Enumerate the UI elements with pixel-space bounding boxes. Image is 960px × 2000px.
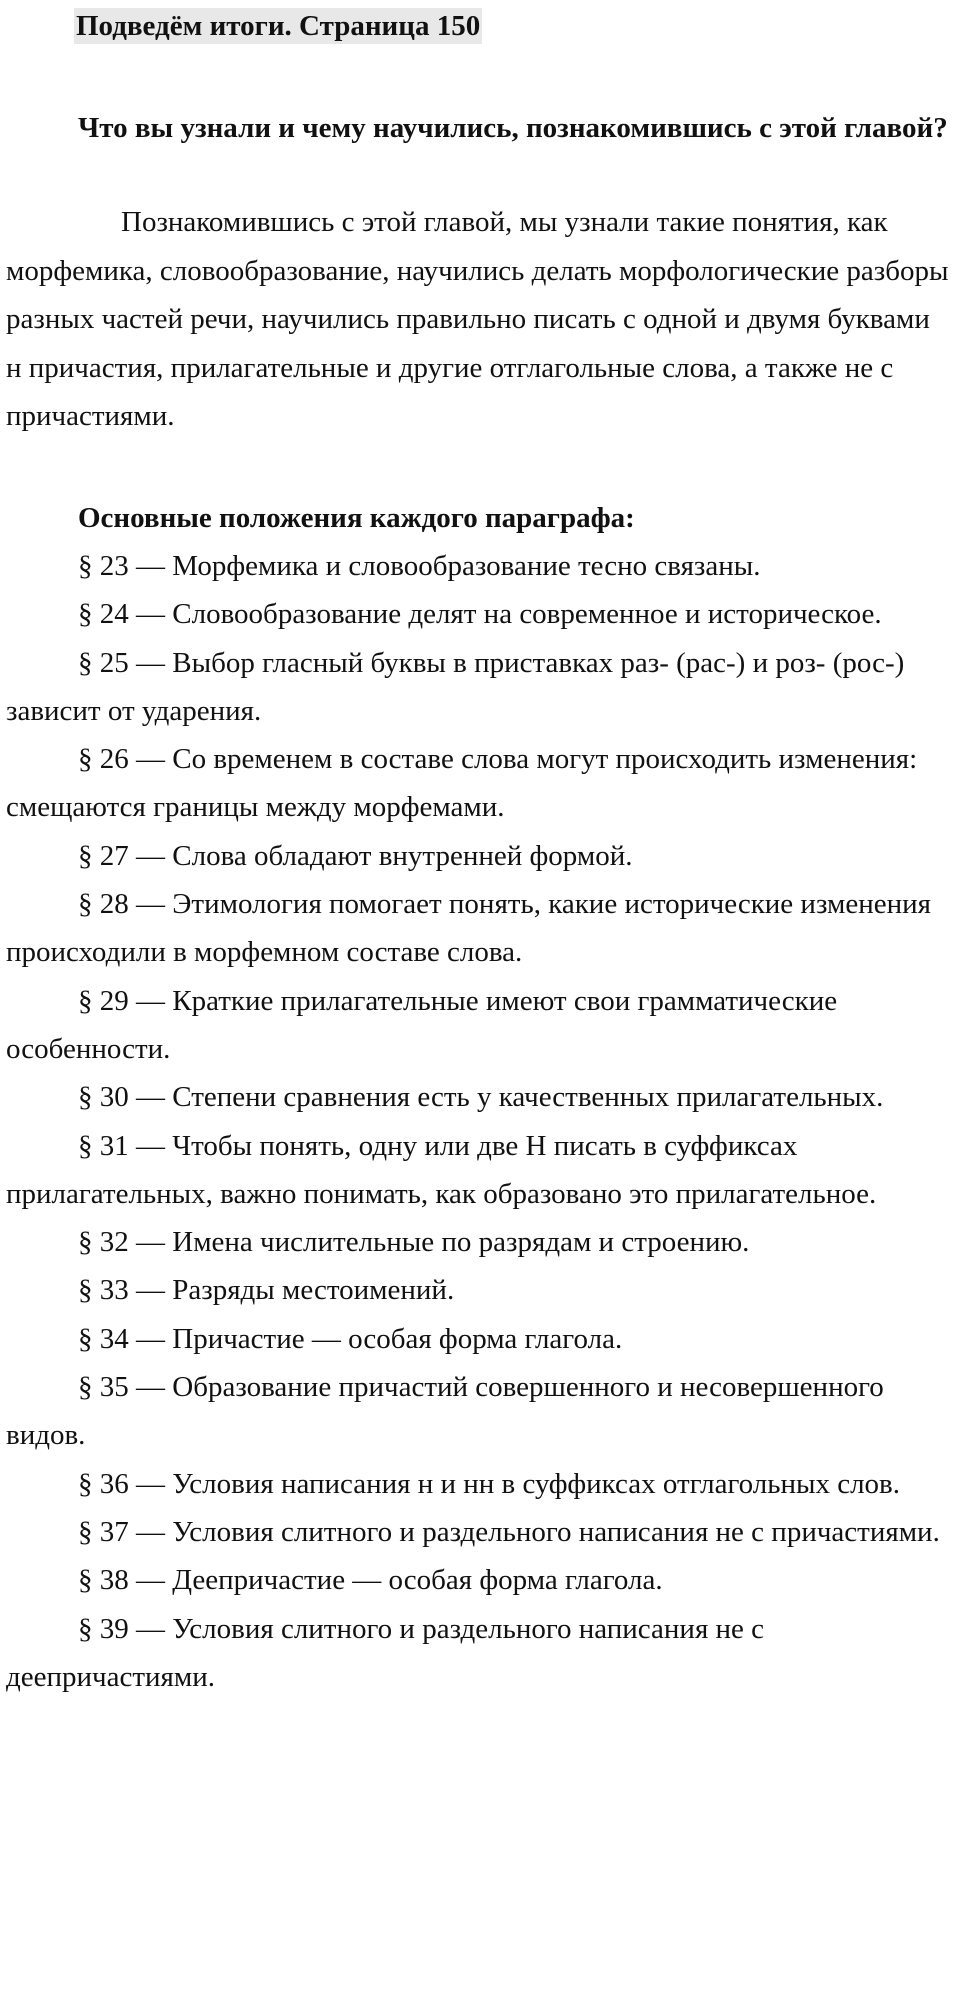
section-summary-item: § 36 — Условия написания н и нн в суффиксах отглагольных слов. [78, 1467, 900, 1500]
section-summary-item: § 35 — Образование причастий совершенного и несовершенного видов. [6, 1371, 884, 1452]
section-summary-item: § 25 — Выбор гласный буквы в приставках раз- (рас-) и роз- (рос-) зависит от ударения. [6, 646, 905, 727]
section-summary-heading: Основные положения каждого параграфа: [78, 502, 635, 534]
section-summary-item: § 32 — Имена числительные по разрядам и строению. [78, 1226, 750, 1259]
section-summary-item: § 24 — Словообразование делят на современное и историческое. [78, 598, 882, 631]
page-title: Подведём итоги. Страница 150 [76, 10, 481, 42]
section-summary-item: § 26 — Со временем в составе слова могут происходить изменения: смещаются границы между морфемами. [6, 743, 918, 824]
section-summary-item: § 37 — Условия слитного и раздельного написания не с причастиями. [78, 1515, 940, 1548]
chapter-question: Что вы узнали и чему научились, познакомившись с этой главой? [78, 112, 948, 144]
section-summary-item: § 38 — Деепричастие — особая форма глагола. [78, 1564, 663, 1597]
chapter-answer-paragraph: Познакомившись с этой главой, мы узнали такие понятия, как морфемика, словообразование, научились делать морфологические разборы разных частей речи, научились правильно писать с одной и двумя буквами н причастия, прилагательные и другие отглагольные слова, а также не с причастиями. [6, 206, 949, 432]
section-summary-item: § 27 — Слова обладают внутренней формой. [78, 839, 633, 872]
section-summary-item: § 34 — Причастие — особая форма глагола. [78, 1322, 623, 1355]
section-summary-item: § 28 — Этимология помогает понять, какие исторические изменения происходили в морфемном составе слова. [6, 888, 931, 969]
section-summary-item: § 29 — Краткие прилагательные имеют свои грамматические особенности. [6, 984, 838, 1065]
section-summary-item: § 30 — Степени сравнения есть у качественных прилагательных. [78, 1081, 884, 1114]
section-summary-item: § 39 — Условия слитного и раздельного написания не с деепричастиями. [6, 1612, 765, 1693]
section-summary-list [6, 542, 956, 1701]
section-summary-item: § 33 — Разряды местоимений. [78, 1274, 455, 1307]
section-summary-item: § 23 — Морфемика и словообразование тесно связаны. [78, 550, 761, 582]
section-summary-item: § 31 — Чтобы понять, одну или две Н писать в суффиксах прилагательных, важно понимать, как образовано это прилагательное. [6, 1129, 877, 1210]
